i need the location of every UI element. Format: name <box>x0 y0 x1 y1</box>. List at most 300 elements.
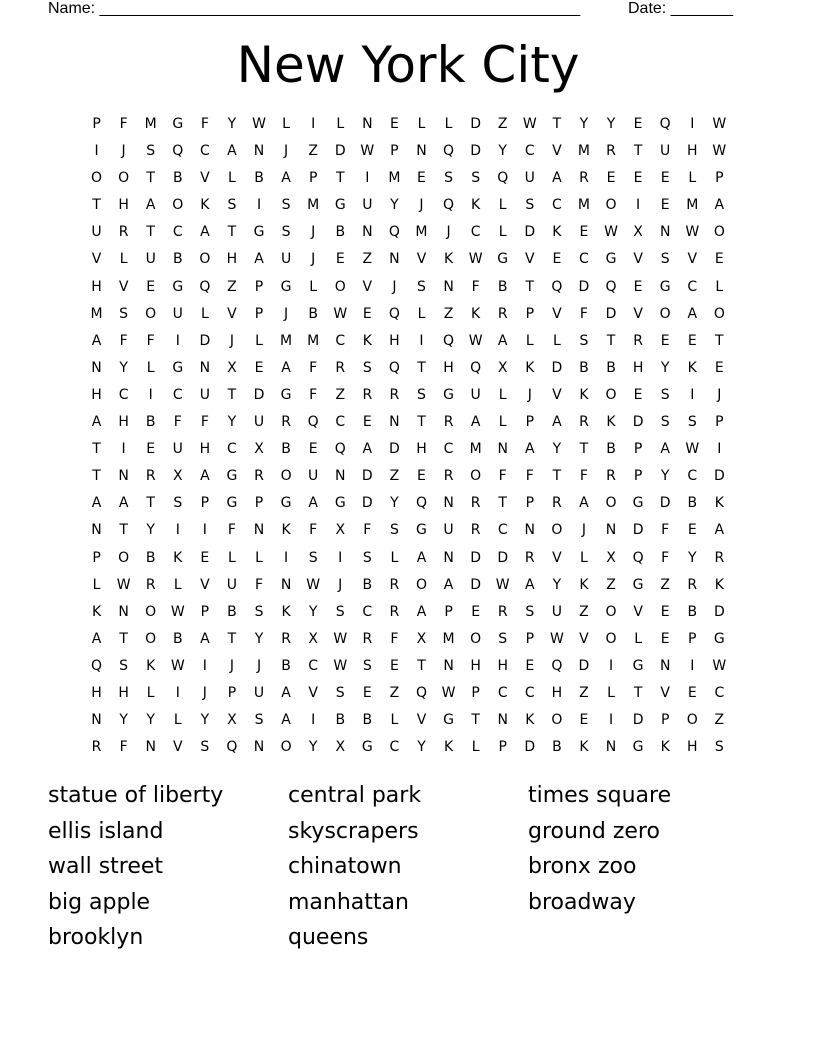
grid-letter: J <box>229 657 234 674</box>
grid-letter: J <box>392 278 397 295</box>
grid-letter: B <box>335 224 346 241</box>
grid-letter: L <box>200 305 209 322</box>
grid-letter: I <box>419 332 424 349</box>
grid-letter: L <box>525 332 534 349</box>
grid-letter: S <box>254 712 264 729</box>
grid-letter: P <box>254 278 264 295</box>
grid-row <box>83 602 733 629</box>
grid-letter: W <box>495 576 510 593</box>
grid-letter: E <box>606 170 616 187</box>
grid-letter: O <box>713 224 725 241</box>
grid-letter: L <box>498 224 507 241</box>
grid-letter: P <box>525 630 535 647</box>
grid-letter: A <box>281 684 291 701</box>
grid-letter: T <box>92 468 101 485</box>
grid-letter: I <box>148 386 153 403</box>
grid-letter: I <box>311 712 316 729</box>
grid-letter: B <box>552 739 562 756</box>
grid-letter: G <box>334 495 346 512</box>
grid-letter: K <box>146 657 156 674</box>
grid-letter: A <box>416 549 427 566</box>
grid-letter: L <box>444 116 453 132</box>
grid-letter: E <box>660 197 670 214</box>
grid-letter: V <box>118 278 129 295</box>
grid-letter: B <box>281 657 291 674</box>
grid-letter: B <box>145 549 156 566</box>
grid-letter: Y <box>579 116 589 132</box>
grid-letter: P <box>471 684 480 701</box>
grid-letter: S <box>660 386 670 403</box>
grid-letter: D <box>605 305 617 322</box>
page-title: New York City <box>236 36 580 94</box>
word-bank-item: bronx zoo <box>528 854 637 879</box>
grid-letter: P <box>715 170 724 187</box>
grid-letter: Q <box>226 739 238 756</box>
grid-letter: H <box>632 359 644 376</box>
grid-letter: G <box>172 359 184 376</box>
grid-letter: F <box>173 414 182 431</box>
word-bank-item: skyscrapers <box>288 818 419 844</box>
name-field-label: Name: ______________________________________________________ <box>48 0 581 17</box>
grid-letter: E <box>687 522 697 539</box>
grid-letter: A <box>525 576 535 593</box>
grid-letter: V <box>552 549 562 566</box>
grid-letter: K <box>579 386 589 403</box>
grid-letter: H <box>118 684 129 701</box>
grid-letter: Z <box>606 576 616 593</box>
grid-letter: X <box>172 468 183 485</box>
grid-letter: I <box>175 332 180 349</box>
grid-letter: I <box>202 522 207 539</box>
grid-letter: U <box>443 522 454 539</box>
grid-letter: B <box>687 495 698 512</box>
grid-letter: S <box>119 657 129 674</box>
grid-letter: C <box>497 522 508 539</box>
grid-letter: A <box>497 332 508 349</box>
grid-row <box>83 520 733 547</box>
grid-letter: G <box>632 576 644 593</box>
grid-letter: E <box>687 332 697 349</box>
grid-letter: G <box>632 657 644 674</box>
grid-letter: L <box>688 170 697 187</box>
grid-letter: P <box>390 143 399 160</box>
grid-letter: A <box>91 495 102 512</box>
grid-letter: E <box>335 251 345 268</box>
grid-letter: I <box>175 522 180 539</box>
grid-letter: W <box>441 684 456 701</box>
grid-letter: M <box>442 630 455 647</box>
grid-letter: G <box>416 522 427 539</box>
word-bank-item: statue of liberty <box>48 783 224 808</box>
grid-letter: I <box>608 657 614 674</box>
grid-row <box>83 656 733 683</box>
grid-letter: G <box>361 739 373 756</box>
grid-letter: W <box>468 251 483 268</box>
grid-letter: F <box>119 739 128 756</box>
grid-letter: B <box>362 712 373 729</box>
grid-letter: X <box>335 522 346 539</box>
grid-letter: Z <box>335 386 346 403</box>
grid-letter: O <box>470 630 482 647</box>
grid-letter: M <box>307 197 320 214</box>
grid-letter: N <box>389 414 400 431</box>
grid-row <box>83 277 733 304</box>
grid-letter: T <box>119 522 128 539</box>
grid-letter: Q <box>443 197 455 214</box>
grid-letter: C <box>389 739 400 756</box>
grid-letter: A <box>579 495 589 512</box>
grid-letter: C <box>687 278 698 295</box>
grid-letter: P <box>633 441 643 458</box>
grid-letter: N <box>443 278 454 295</box>
grid-letter: V <box>227 305 237 322</box>
grid-letter: C <box>199 143 210 160</box>
grid-letter: D <box>551 359 563 376</box>
grid-letter: Q <box>388 305 400 322</box>
word-bank-item: broadway <box>528 889 636 915</box>
grid-letter: L <box>417 305 426 322</box>
grid-row <box>83 331 733 358</box>
grid-letter: P <box>688 630 697 647</box>
grid-letter: Q <box>632 549 644 566</box>
grid-letter: A <box>308 495 318 512</box>
grid-letter: Y <box>390 197 399 214</box>
grid-letter: S <box>714 739 724 756</box>
grid-letter: N <box>605 522 617 539</box>
grid-letter: R <box>579 414 589 431</box>
grid-letter: V <box>172 739 183 756</box>
grid-letter: B <box>172 251 183 268</box>
grid-letter: P <box>660 712 670 729</box>
grid-letter: Z <box>497 116 508 132</box>
grid-letter: H <box>91 386 102 403</box>
grid-letter: Y <box>254 630 264 647</box>
grid-letter: O <box>172 197 184 214</box>
grid-letter: I <box>690 657 695 674</box>
grid-letter: V <box>200 170 210 187</box>
grid-letter: C <box>443 441 454 458</box>
grid-letter: E <box>660 170 670 187</box>
grid-letter: H <box>118 414 129 431</box>
grid-letter: L <box>228 549 236 566</box>
grid-letter: N <box>253 143 265 160</box>
grid-letter: I <box>608 712 614 729</box>
grid-letter: N <box>416 143 427 160</box>
grid-letter: R <box>687 576 698 593</box>
grid-letter: X <box>335 739 346 756</box>
grid-letter: P <box>525 414 535 431</box>
grid-letter: E <box>389 116 399 132</box>
grid-letter: S <box>335 684 345 701</box>
grid-letter: N <box>145 739 156 756</box>
grid-letter: L <box>552 332 561 349</box>
grid-letter: O <box>551 712 563 729</box>
grid-letter: L <box>607 684 615 701</box>
grid-letter: Z <box>389 468 400 485</box>
grid-letter: V <box>552 143 562 160</box>
grid-letter: T <box>146 224 155 241</box>
grid-letter: W <box>604 224 618 241</box>
grid-letter: A <box>281 359 291 376</box>
grid-letter: Y <box>390 495 399 512</box>
grid-letter: Z <box>714 712 725 729</box>
grid-letter: M <box>577 143 590 160</box>
grid-letter: V <box>308 684 318 701</box>
grid-letter: K <box>525 712 535 729</box>
grid-letter: K <box>660 739 670 756</box>
grid-letter: C <box>497 684 508 701</box>
grid-letter: N <box>91 359 102 376</box>
grid-letter: F <box>200 414 209 431</box>
grid-letter: I <box>311 116 316 132</box>
grid-letter: N <box>362 116 373 132</box>
grid-letter: C <box>227 441 237 458</box>
word-search-grid <box>83 114 733 764</box>
grid-letter: A <box>145 197 156 214</box>
grid-row <box>83 493 733 520</box>
grid-letter: Y <box>687 549 697 566</box>
grid-letter: F <box>254 576 264 593</box>
grid-letter: L <box>498 414 507 431</box>
grid-letter: C <box>172 224 183 241</box>
grid-letter: M <box>144 116 157 132</box>
grid-letter: R <box>362 386 373 403</box>
grid-letter: D <box>713 468 725 485</box>
grid-letter: K <box>281 522 291 539</box>
grid-letter: N <box>443 657 454 674</box>
grid-letter: E <box>471 603 481 620</box>
grid-letter: K <box>443 739 454 756</box>
grid-letter: W <box>712 116 727 132</box>
grid-letter: K <box>281 603 291 620</box>
grid-row <box>83 575 733 602</box>
grid-row <box>83 466 733 493</box>
grid-letter: X <box>227 359 237 376</box>
grid-letter: T <box>633 143 643 160</box>
grid-letter: F <box>661 522 670 539</box>
grid-letter: T <box>92 441 101 458</box>
grid-letter: C <box>524 684 535 701</box>
grid-letter: A <box>443 576 454 593</box>
grid-letter: Q <box>415 495 427 512</box>
grid-letter: E <box>146 278 156 295</box>
grid-letter: F <box>579 468 588 485</box>
grid-letter: I <box>717 441 722 458</box>
grid-letter: L <box>580 549 588 566</box>
grid-letter: I <box>690 386 695 403</box>
grid-letter: Q <box>659 116 671 132</box>
grid-letter: U <box>660 143 671 160</box>
grid-letter: F <box>200 116 209 132</box>
grid-row <box>83 737 733 764</box>
grid-letter: T <box>335 170 345 187</box>
grid-letter: L <box>471 739 480 756</box>
grid-letter: N <box>118 603 129 620</box>
grid-letter: U <box>253 414 265 431</box>
grid-letter: T <box>227 224 237 241</box>
grid-letter: E <box>633 116 643 132</box>
grid-letter: F <box>119 332 128 349</box>
grid-letter: A <box>470 414 481 431</box>
grid-letter: D <box>632 414 644 431</box>
grid-letter: B <box>687 603 698 620</box>
grid-letter: S <box>417 386 426 403</box>
grid-letter: O <box>118 170 130 187</box>
grid-letter: X <box>497 359 508 376</box>
grid-letter: S <box>660 251 670 268</box>
grid-letter: N <box>605 739 617 756</box>
grid-letter: O <box>91 170 103 187</box>
grid-letter: D <box>334 143 346 160</box>
grid-letter: U <box>253 684 265 701</box>
grid-letter: M <box>469 441 482 458</box>
grid-letter: B <box>362 576 373 593</box>
grid-row <box>83 710 733 737</box>
grid-letter: T <box>552 468 562 485</box>
grid-letter: L <box>92 576 101 593</box>
grid-letter: E <box>579 224 589 241</box>
grid-letter: G <box>334 197 346 214</box>
grid-letter: S <box>362 549 372 566</box>
grid-letter: J <box>121 143 126 160</box>
grid-letter: G <box>632 495 644 512</box>
grid-letter: C <box>335 414 346 431</box>
grid-letter: T <box>715 332 724 349</box>
grid-letter: S <box>146 143 156 160</box>
grid-letter: L <box>390 712 399 729</box>
grid-letter: T <box>227 630 237 647</box>
grid-letter: U <box>91 224 102 241</box>
grid-letter: N <box>362 224 373 241</box>
grid-letter: M <box>577 197 590 214</box>
grid-letter: C <box>714 684 725 701</box>
grid-letter: R <box>579 170 589 187</box>
grid-letter: E <box>633 278 643 295</box>
grid-letter: K <box>200 197 210 214</box>
grid-letter: I <box>636 197 641 214</box>
grid-letter: J <box>446 224 451 241</box>
grid-letter: E <box>714 359 724 376</box>
grid-letter: B <box>606 441 616 458</box>
grid-letter: L <box>498 386 507 403</box>
grid-letter: A <box>200 468 210 485</box>
header-line <box>48 0 748 18</box>
grid-letter: E <box>417 170 426 187</box>
grid-letter: Q <box>172 143 184 160</box>
grid-letter: R <box>552 495 562 512</box>
grid-letter: P <box>525 305 535 322</box>
grid-letter: S <box>362 359 372 376</box>
grid-letter: N <box>118 468 129 485</box>
grid-letter: W <box>116 576 131 593</box>
grid-letter: L <box>498 197 507 214</box>
grid-letter: R <box>443 468 454 485</box>
grid-letter: S <box>308 549 318 566</box>
grid-letter: D <box>578 657 590 674</box>
grid-letter: B <box>172 170 183 187</box>
grid-letter: S <box>335 603 345 620</box>
grid-letter: I <box>94 143 99 160</box>
grid-letter: K <box>714 576 724 593</box>
grid-letter: O <box>605 603 617 620</box>
grid-letter: C <box>551 197 562 214</box>
grid-letter: L <box>336 116 345 132</box>
grid-letter: S <box>281 197 291 214</box>
grid-letter: A <box>687 305 698 322</box>
grid-letter: O <box>551 522 563 539</box>
grid-letter: U <box>226 576 238 593</box>
grid-letter: G <box>280 495 292 512</box>
grid-letter: O <box>605 386 617 403</box>
grid-row <box>83 195 733 222</box>
grid-letter: Y <box>308 603 318 620</box>
grid-letter: T <box>417 657 426 674</box>
grid-letter: R <box>281 414 291 431</box>
grid-letter: C <box>579 251 589 268</box>
grid-letter: H <box>686 143 698 160</box>
grid-letter: S <box>200 739 210 756</box>
grid-row <box>83 168 733 195</box>
grid-letter: R <box>389 603 400 620</box>
grid-letter: B <box>145 414 156 431</box>
grid-letter: J <box>311 224 316 241</box>
grid-letter: A <box>525 441 535 458</box>
grid-letter: D <box>524 224 536 241</box>
grid-row <box>83 548 733 575</box>
grid-letter: T <box>552 116 562 132</box>
word-bank-item: ellis island <box>48 818 164 844</box>
grid-letter: I <box>121 441 126 458</box>
grid-letter: F <box>119 116 128 132</box>
grid-letter: Y <box>119 359 128 376</box>
grid-letter: X <box>308 630 318 647</box>
grid-letter: P <box>525 495 535 512</box>
grid-letter: G <box>632 739 644 756</box>
grid-letter: W <box>712 143 727 160</box>
grid-letter: U <box>199 386 210 403</box>
grid-letter: L <box>634 630 642 647</box>
grid-letter: E <box>660 603 670 620</box>
grid-letter: C <box>362 603 373 620</box>
grid-letter: G <box>253 224 265 241</box>
grid-letter: L <box>255 332 263 349</box>
grid-letter: K <box>471 197 481 214</box>
grid-letter: Y <box>119 712 128 729</box>
grid-letter: J <box>581 522 587 539</box>
grid-letter: M <box>686 197 699 214</box>
grid-row <box>83 683 733 710</box>
grid-letter: A <box>91 332 102 349</box>
grid-letter: W <box>170 657 185 674</box>
grid-letter: E <box>308 441 318 458</box>
grid-letter: L <box>255 549 263 566</box>
grid-letter: D <box>389 441 400 458</box>
grid-letter: A <box>200 224 210 241</box>
grid-letter: N <box>443 495 454 512</box>
grid-letter: F <box>309 359 318 376</box>
grid-letter: K <box>606 414 616 431</box>
grid-letter: L <box>417 116 426 132</box>
grid-row <box>83 304 733 331</box>
grid-letter: O <box>470 468 482 485</box>
grid-letter: A <box>552 170 562 187</box>
grid-row <box>83 412 733 439</box>
grid-letter: O <box>145 603 157 620</box>
grid-letter: Q <box>388 359 400 376</box>
grid-letter: E <box>362 305 372 322</box>
grid-letter: K <box>687 359 697 376</box>
grid-letter: H <box>497 657 508 674</box>
